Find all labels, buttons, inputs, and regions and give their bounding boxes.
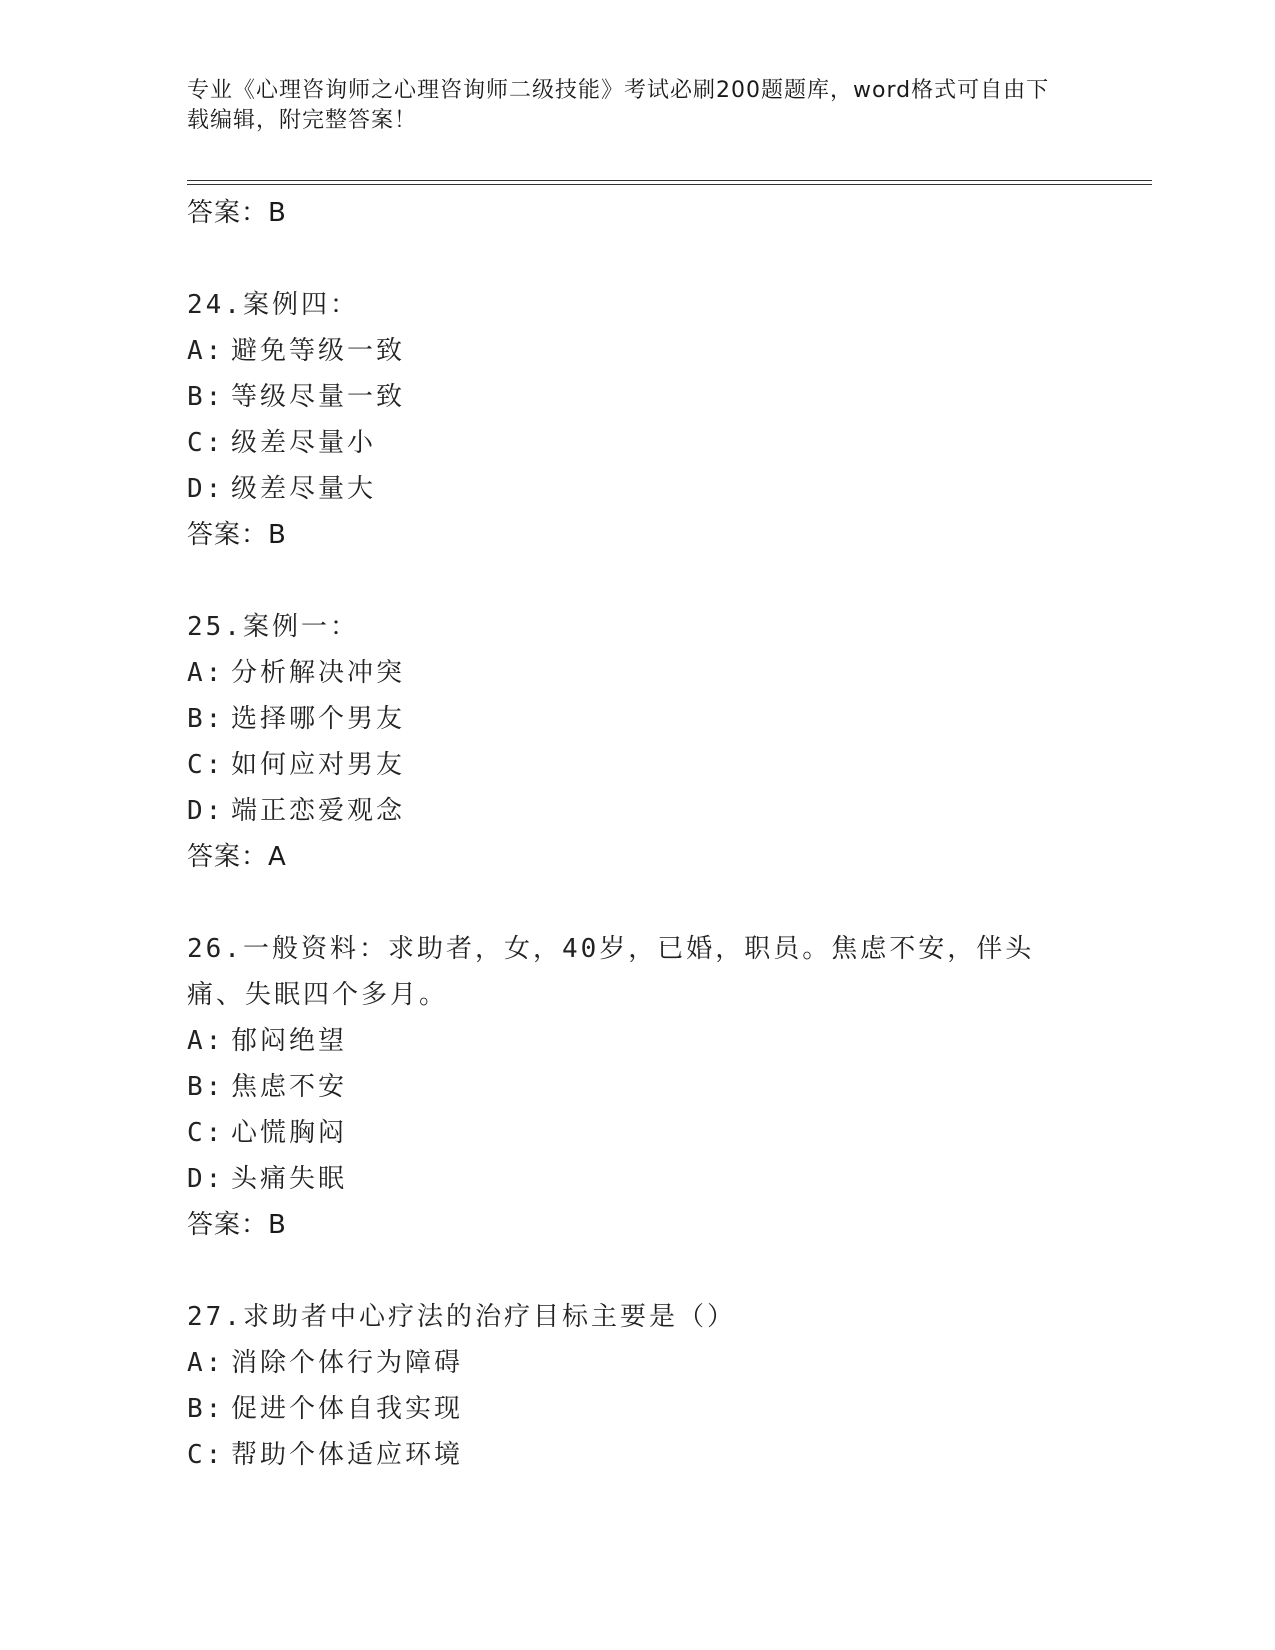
option-text: 端正恋爱观念 xyxy=(231,796,406,826)
question-text: 24.案例四： xyxy=(187,290,359,320)
header-divider-top xyxy=(187,180,1152,181)
option-text: 郁闷绝望 xyxy=(231,1026,348,1056)
option-letter: A: xyxy=(187,658,225,688)
option-letter: B: xyxy=(187,1394,225,1424)
question-block-26 xyxy=(187,926,1087,1248)
question-text: 27.求助者中心疗法的治疗目标主要是（） xyxy=(187,1302,736,1332)
option-d xyxy=(187,788,1087,834)
option-text: 促进个体自我实现 xyxy=(231,1394,464,1424)
option-text: 分析解决冲突 xyxy=(231,658,406,688)
option-d xyxy=(187,1156,1087,1202)
header-divider-bottom xyxy=(187,184,1152,185)
option-letter: D: xyxy=(187,474,225,504)
option-letter: B: xyxy=(187,382,225,412)
option-letter: D: xyxy=(187,796,225,826)
question-block-27 xyxy=(187,1294,1087,1478)
header-text: 专业《心理咨询师之心理咨询师二级技能》考试必刷200题题库，word格式可自由下载编辑，附完整答案！ xyxy=(187,78,1050,133)
option-text: 级差尽量大 xyxy=(231,474,377,504)
question-block-25 xyxy=(187,604,1087,880)
option-text: 消除个体行为障碍 xyxy=(231,1348,464,1378)
option-letter: D: xyxy=(187,1164,225,1194)
option-letter: A: xyxy=(187,1026,225,1056)
option-text: 焦虑不安 xyxy=(231,1072,348,1102)
option-letter: A: xyxy=(187,1348,225,1378)
option-letter: A: xyxy=(187,336,225,366)
question-list xyxy=(187,190,1087,1478)
option-a xyxy=(187,650,1087,696)
question-block-24 xyxy=(187,282,1087,558)
option-c xyxy=(187,742,1087,788)
question-text: 25.案例一： xyxy=(187,612,359,642)
question-text: 26.一般资料：求助者，女，40岁，已婚，职员。焦虑不安，伴头痛、失眠四个多月。 xyxy=(187,934,1035,1010)
option-text: 头痛失眠 xyxy=(231,1164,348,1194)
option-text: 等级尽量一致 xyxy=(231,382,406,412)
option-letter: B: xyxy=(187,704,225,734)
document-header xyxy=(187,76,1067,136)
option-letter: C: xyxy=(187,428,225,458)
option-letter: C: xyxy=(187,1440,225,1470)
option-b xyxy=(187,696,1087,742)
option-b xyxy=(187,1386,1087,1432)
option-a xyxy=(187,1018,1087,1064)
option-d xyxy=(187,466,1087,512)
option-c xyxy=(187,1432,1087,1478)
option-b xyxy=(187,374,1087,420)
option-text: 如何应对男友 xyxy=(231,750,406,780)
option-a xyxy=(187,328,1087,374)
answer-line: 答案：A xyxy=(187,842,287,872)
option-text: 避免等级一致 xyxy=(231,336,406,366)
option-text: 帮助个体适应环境 xyxy=(231,1440,464,1470)
answer-line: 答案：B xyxy=(187,520,287,550)
option-letter: C: xyxy=(187,750,225,780)
option-text: 心慌胸闷 xyxy=(231,1118,348,1148)
option-text: 级差尽量小 xyxy=(231,428,377,458)
option-text: 选择哪个男友 xyxy=(231,704,406,734)
answer-line: 答案：B xyxy=(187,198,287,228)
option-letter: C: xyxy=(187,1118,225,1148)
option-c xyxy=(187,1110,1087,1156)
answer-line: 答案：B xyxy=(187,1210,287,1240)
option-b xyxy=(187,1064,1087,1110)
option-a xyxy=(187,1340,1087,1386)
option-letter: B: xyxy=(187,1072,225,1102)
option-c xyxy=(187,420,1087,466)
